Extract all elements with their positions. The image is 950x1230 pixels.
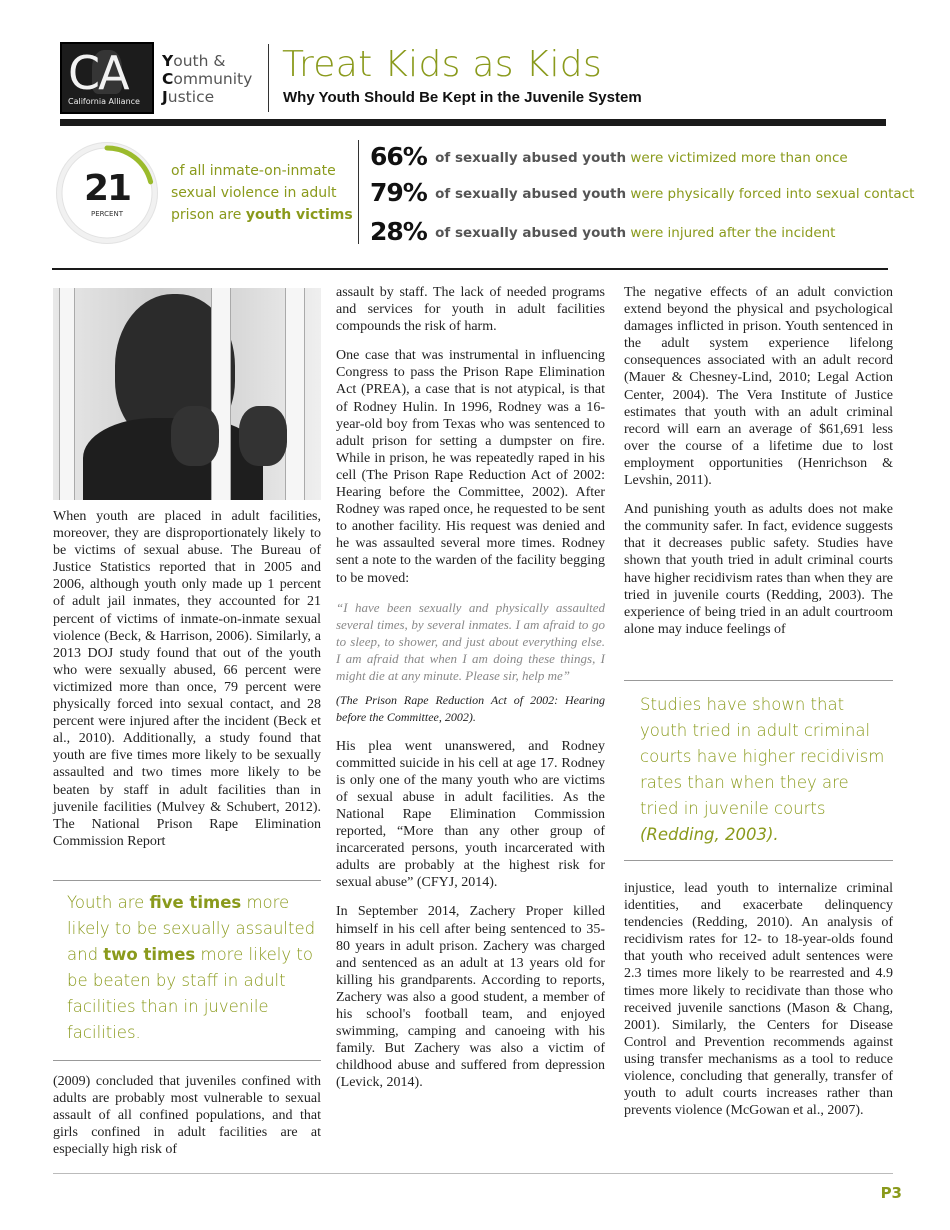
col3-paragraph-1: The negative effects of an adult conviction extend beyond the physical and psychological damages inflicted in prison. Youth sentenced in the adult system experience lifelong consequences associated with an adult record (Mauer & Chesney-Lind, 2010; Legal Action Center, 2004). The Vera Institute of Justice estimates that youth with an adult criminal record will earn an average of $61,691 less over the course of a lifetime due to lost employment opportunities (Henrichson & Levshin, 2011).: [624, 285, 893, 489]
column-3-bottom: [624, 880, 893, 1131]
gauge-value: 21: [83, 168, 131, 209]
logo: [60, 42, 154, 114]
quote-citation: (The Prison Rape Reduction Act of 2002: Hearing before the Committee, 2002).: [336, 692, 605, 724]
gauge-unit: PERCENT: [91, 210, 123, 218]
stat-line-1: 66% of sexually abused youth were victimized more than once: [370, 142, 848, 171]
org-name: Youth & Community Justice: [162, 52, 253, 106]
footer-rule: [53, 1173, 893, 1174]
pullquote2-rule-top: [624, 680, 893, 681]
stats-divider: [358, 140, 359, 244]
percent-gauge: [56, 142, 158, 244]
stat-line-3: 28% of sexually abused youth were injured after the incident: [370, 217, 836, 246]
page-subtitle: Why Youth Should Be Kept in the Juvenile System: [283, 89, 642, 106]
logo-initials: CA: [68, 46, 128, 100]
youth-behind-bars-photo: [53, 288, 321, 500]
column-2: [336, 284, 605, 1103]
col3-paragraph-2: And punishing youth as adults does not make the community safer. In fact, evidence suggests that it decreases public safety. Studies have shown that youth tried in adult criminal courts have higher recidivism rates than when they are tried in juvenile courts (Redding, 2003). The experience of being tried in an adult courtroom alone may induce feelings of: [624, 502, 893, 637]
rodney-quote: “I have been sexually and physically assaulted several times, by several inmates. I am afraid to go to sleep, to shower, and just about everything else. I am afraid that when I am doing these things, I might die at any minute. Please sir, help me”: [336, 599, 605, 683]
stat-line-2: 79% of sexually abused youth were physically forced into sexual contact: [370, 178, 915, 207]
col3-paragraph-3: injustice, lead youth to internalize criminal identities, and exacerbate delinquency tendencies (Redding, 2010). An analysis of recidivism rates for 12- to 18-year-olds found that youth who received adult sentences were 2.3 times more likely to be rearrested and 4.9 times more likely to recidivate than those who received juvenile sanctions (Mason & Chang, 2001). Similarly, the Centers for Disease Control and Prevention recommends against using transfer mechanisms as a tool to reduce violence, concluding that generally, transfer of youth to adult courts increases rather than prevents violence (McGowan et al., 2007).: [624, 881, 893, 1119]
col2-paragraph-2: One case that was instrumental in influencing Congress to pass the Prison Rape Elimination Act (PREA), a case that is not atypical, is that of Rodney Hulin. In 1996, Rodney was a 16-year-old boy from Texas who was sentenced to adult prison for setting a dumpster on fire. While in prison, he was repeatedly raped in his cell (The Prison Rape Reduction Act of 2002: Hearing before the Committee, 2002). After Rodney was raped once, he requested to be sent to another facility. His request was denied and he was assaulted several more times. Rodney sent a note to the warden of the facility begging to be moved:: [336, 348, 605, 586]
pullquote-rule-top: [53, 880, 321, 881]
page-number: P3: [880, 1184, 902, 1202]
col2-paragraph-1: assault by staff. The lack of needed programs and services for youth in adult facilities compounds the risk of harm.: [336, 285, 605, 335]
section-rule: [52, 268, 888, 270]
header-divider: [268, 44, 269, 112]
pullquote2-rule-bottom: [624, 860, 893, 861]
column-1-bottom: [53, 1073, 321, 1170]
col1-paragraph-1: When youth are placed in adult facilities, moreover, they are disproportionately likely to be victims of sexual abuse. The Bureau of Justice Statistics reported that in 2005 and 2006, although youth only made up 1 percent of adult jail inmates, they accounted for 21 percent of victims of inmate-on-inmate sexual violence (Beck, & Harrison, 2006). Similarly, a 2013 DOJ study found that out of the youth who were sexually abused, 66 percent were victimized more than once, 79 percent were physically forced into sexual contact, and 28 percent were injured after the incident (Beck et al., 2010). Additionally, a study found that youth are five times more likely to be sexually assaulted and two times more likely to be beaten by staff in adult facilities than in juvenile facilities (Mulvey & Schubert, 2012). The National Prison Rape Elimination Commission Report: [53, 509, 321, 849]
pullquote-five-times: Youth are five times more likely to be sexually assaulted and two times more likely to be beaten by staff in adult facilities than in juvenile facilities.: [67, 893, 316, 1042]
pullquote-recidivism: Studies have shown that youth tried in adult criminal courts have higher recidivism rates than when they are tried in juvenile courts (Redding, 2003).: [640, 695, 885, 844]
column-3-top: [624, 284, 893, 650]
col2-paragraph-3: His plea went unanswered, and Rodney committed suicide in his cell at age 17. Rodney is only one of the many youth who are victims of sexual abuse in adult facilities. As the National Rape Elimination Commission reported, “More than any other group of incarcerated persons, youth incarcerated with adults are probably at the highest risk for sexual abuse” (CFYJ, 2014).: [336, 738, 605, 891]
victim-stat: of all inmate-on-inmate sexual violence in adult prison are youth victims: [171, 163, 353, 223]
page-title: Treat Kids as Kids: [282, 44, 603, 85]
pullquote-rule-bottom: [53, 1060, 321, 1061]
column-1-top: [53, 508, 321, 862]
col1-paragraph-2: (2009) concluded that juveniles confined with adults are probably most vulnerable to sexual assault of all confined populations, and that girls confined in adult facilities are at especially high risk of: [53, 1074, 321, 1158]
col2-paragraph-4: In September 2014, Zachery Proper killed himself in his cell after being sentenced to 35-80 years in adult prison. Zachery was charged and sentenced as an adult at 13 years old for killing his grandparents. According to reports, Zachery was also a good student, a member of his school's football team, and enjoyed swimming, camping and canoeing with his family. But Zachery was also a victim of childhood abuse and suffered from depression (Levick, 2014).: [336, 904, 605, 1091]
header-rule: [60, 119, 886, 126]
logo-subtext: California Alliance: [68, 97, 140, 106]
